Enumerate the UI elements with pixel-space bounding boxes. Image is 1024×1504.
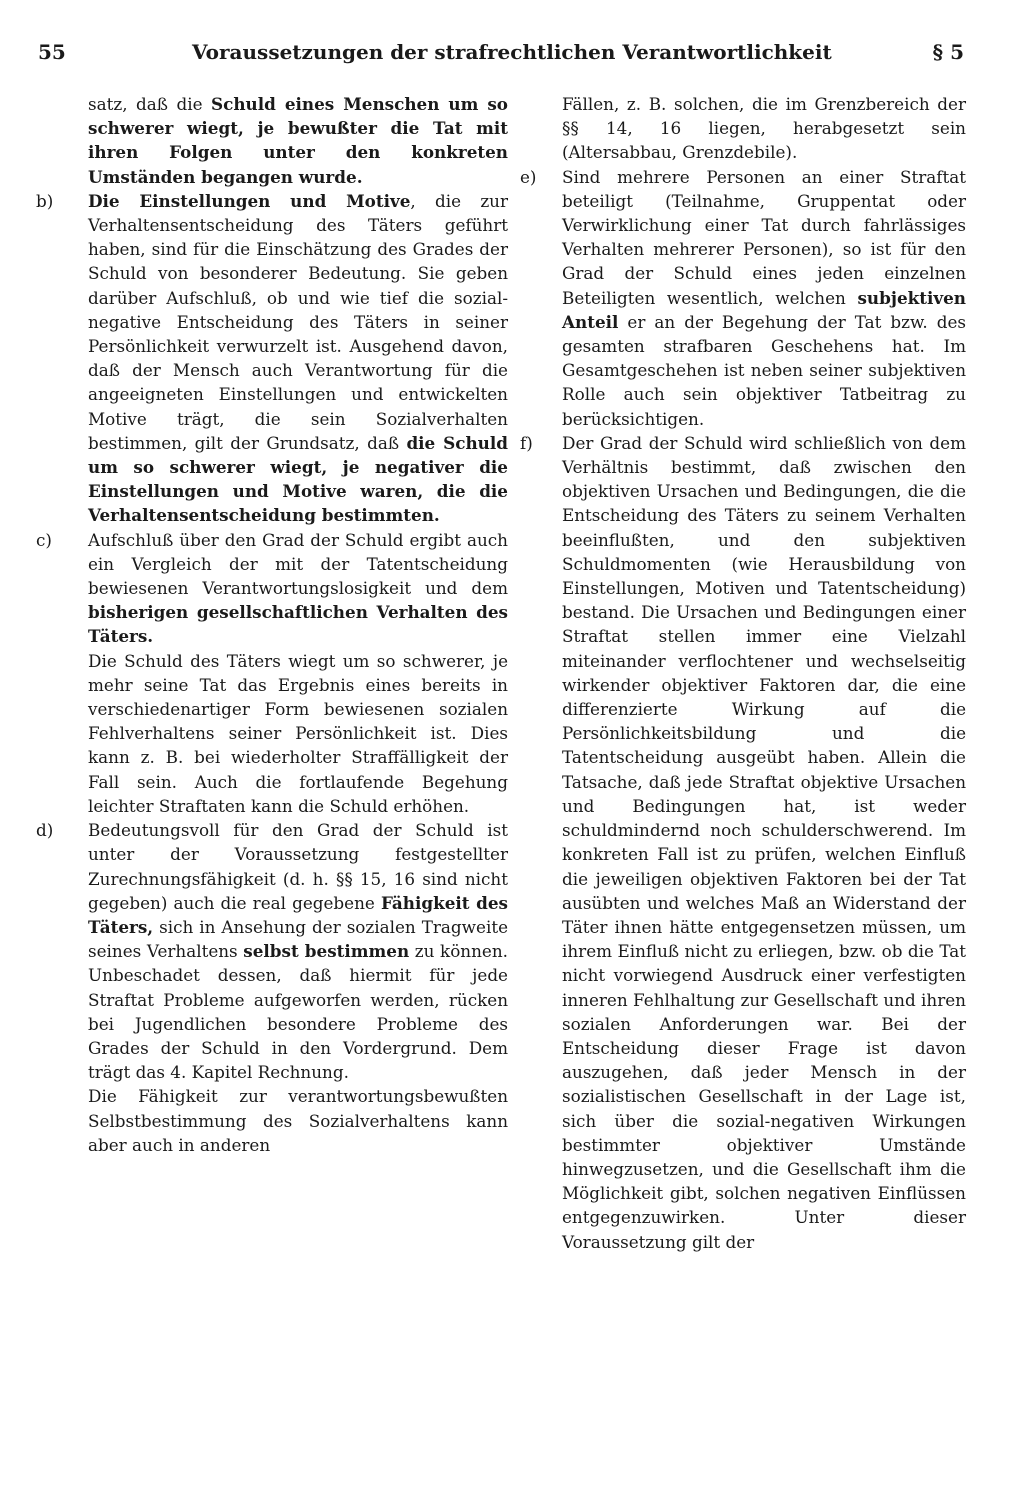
item-label: b) (36, 190, 54, 211)
item-f-text (562, 433, 966, 1252)
item-d-continuation: Die Fähigkeit zur verantwortungsbewußten Selbstbestimmung des Sozialverhaltens kann aber auch in anderen (88, 1086, 508, 1155)
text-run: zu können. Unbeschadet dessen, daß hiermit für jede Straftat Probleme aufgeworfen werden, rücken bei Jugendlichen besondere Probleme des Grades der Schuld in den Vordergrund. Dem trägt das 4. Kapitel Rechnung. (88, 941, 508, 1083)
text-run: er an der Begehung der Tat bzw. des gesamten strafbaren Geschehens hat. Im Gesamtgeschehen ist neben seiner subjektiven Rolle auch sein objektiver Tatbeitrag zu berücksichtigen. (562, 311, 966, 429)
item-label: c) (36, 529, 52, 550)
item-b-text (88, 191, 508, 526)
bold-text-run: Schuld eines Menschen um so schwerer wiegt, je bewußter die Tat mit ihren Folgen unter den konkreten Umständen begangen wurde. (88, 94, 508, 187)
bold-text-run: Fähigkeit des Täters, (88, 892, 508, 937)
right-intro-paragraph: Fällen, z. B. solchen, die im Grenzbereich der §§ 14, 16 liegen, herabgesetzt sein (Altersabbau, Grenzdebile). (562, 94, 966, 163)
right-column (520, 92, 966, 1254)
page-number: 55 (38, 40, 66, 64)
chapter-title: Voraussetzungen der strafrechtlichen Verantwortlichkeit (192, 40, 832, 64)
item-label: f) (520, 432, 533, 453)
item-label: d) (36, 820, 54, 841)
text-run: , die zur Verhaltensentscheidung des Täters geführt haben, sind für die Einschätzung des Grades der Schuld von besonderer Bedeutung. Sie geben darüber Aufschluß, ob und wie tief die sozial-negative Entscheidung des Täters in seiner Persönlichkeit verwurzelt ist. Ausgehend davon, daß der Mensch auch Verantwortung für die angeeigneten Einstellungen und entwickelten Motive trägt, die sein Sozialverhalten bestimmen, gilt der Grundsatz, daß (88, 190, 508, 453)
bold-text-run: Die Einstellungen und Motive (88, 190, 411, 211)
item-c-text (88, 530, 508, 647)
item-d (28, 818, 508, 1084)
text-run: Aufschluß über den Grad der Schuld ergibt auch ein Vergleich der mit der Tatentscheidung bewiesenen Verantwortungslosigkeit und dem (88, 529, 508, 599)
left-intro-paragraph (28, 92, 508, 189)
bold-text-run: die Schuld um so schwerer wiegt, je negativer die Einstellungen und Motive waren, die die Verhaltensentscheidung bestimmten. (88, 432, 508, 526)
item-e-text (562, 167, 966, 429)
item-f (520, 431, 966, 1254)
item-e (520, 165, 966, 431)
item-b (28, 189, 508, 528)
bold-text-run: selbst bestimmen (243, 941, 410, 962)
section-number: § 5 (932, 40, 964, 64)
text-run: sich in Ansehung der sozialen Tragweite seines Verhaltens (88, 916, 508, 962)
item-d-text (88, 820, 508, 1082)
bold-text-run: subjektiven Anteil (562, 287, 966, 332)
text-run: Bedeutungsvoll für den Grad der Schuld ist unter der Voraussetzung festgestellter Zurechnungsfähigkeit (d. h. §§ 15, 16 sind nicht gegeben) auch die real gegebene (88, 820, 508, 913)
left-column (28, 92, 508, 1157)
item-c (28, 528, 508, 649)
text-run: Der Grad der Schuld wird schließlich von dem Verhältnis bestimmt, daß zwischen den objektiven Ursachen und Bedingungen, die die Entscheidung des Täters zu seinem Verhalten beeinflußten, und den subjektiven Schuldmomenten (wie Herausbildung von Einstellungen, Motiven und Tatentscheidung) bestand. Die Ursachen und Bedingungen einer Straftat stellen immer eine Vielzahl miteinander verflochtener und wechselseitig wirkender objektiver Faktoren dar, die eine differenzierte Wirkung auf die Persönlichkeitsbildung und die Tatentscheidung ausgeübt haben. Allein die Tatsache, daß jede Straftat objektive Ursachen und Bedingungen hat, ist weder schuldmindernd noch schulderschwerend. Im konkreten Fall ist zu prüfen, welchen Einfluß die jeweiligen objektiven Faktoren bei der Tat ausübten und welches Maß an Widerstand der Täter ihnen hätte entgegensetzen müssen, um ihrem Einfluß nicht zu erliegen, bzw. ob die Tat nicht vorwiegend Ausdruck einer verfestigten inneren Fehlhaltung zur Gesellschaft und ihren sozialen Anforderungen war. Bei der Entscheidung dieser Frage ist davon auszugehen, daß jeder Mensch in der sozialistischen Gesellschaft in der Lage ist, sich über die sozial-negativen Wirkungen bestimmter objektiver Umstände hinwegzusetzen, und die Gesellschaft ihm die Möglichkeit gibt, solchen negativen Einflüssen entgegenzuwirken. Unter dieser Voraussetzung gilt der (562, 432, 966, 1252)
text-run: satz, daß die (88, 94, 211, 114)
text-run: Sind mehrere Personen an einer Straftat beteiligt (Teilnahme, Gruppentat oder Verwirklichung einer Tat durch fahrlässiges Verhalten mehrerer Personen), so ist für den Grad der Schuld eines jeden einzelnen Beteiligten wesentlich, welchen (562, 166, 966, 308)
running-header (38, 40, 964, 80)
bold-text-run: bisherigen gesellschaftlichen Verhalten des Täters. (88, 602, 508, 647)
item-label: e) (520, 166, 537, 187)
item-c-continuation: Die Schuld des Täters wiegt um so schwerer, je mehr seine Tat das Ergebnis eines bereits in verschiedenartiger Form bewiesenen sozialen Fehlverhaltens seiner Persönlichkeit ist. Dies kann z. B. bei wiederholter Straffälligkeit der Fall sein. Auch die fortlaufende Begehung leichter Straftaten kann die Schuld erhöhen. (88, 650, 508, 816)
